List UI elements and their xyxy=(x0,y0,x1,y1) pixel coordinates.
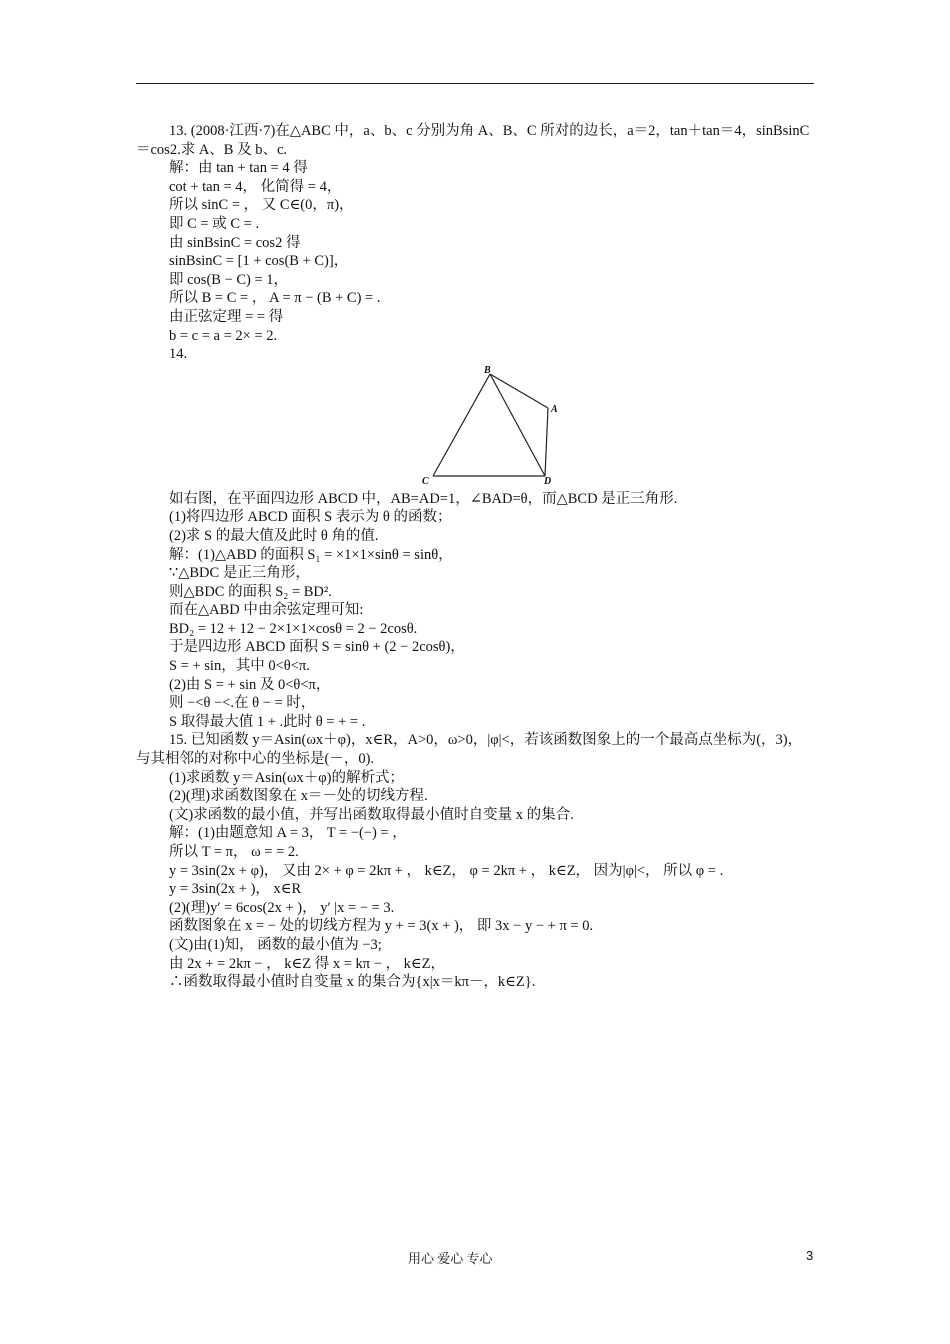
problems-14-15-block xyxy=(136,490,816,992)
text-line: 则△BDC 的面积 S₂ = BD². xyxy=(169,583,332,600)
problem-13-block xyxy=(136,122,816,364)
vertex-label-d: D xyxy=(544,475,552,486)
document-body xyxy=(136,122,816,992)
text-line: ∵△BDC 是正三角形， xyxy=(169,565,310,582)
header-rule xyxy=(136,83,814,84)
vertex-label-b: B xyxy=(484,365,491,376)
text-line: 于是四边形 ABCD 面积 S = sinθ + (2 − 2cosθ)， xyxy=(169,639,465,656)
page-number: 3 xyxy=(806,1248,814,1263)
text-line: 解：由 tan + tan = 4 得 xyxy=(169,160,308,177)
text-line: 14. xyxy=(169,346,188,363)
text-line: y = 3sin(2x + )， x∈R xyxy=(169,881,302,898)
text-line: y = 3sin(2x + φ)， 又由 2× + φ = 2kπ + ， k∈Z， φ = 2kπ + ， k∈Z， 因为|φ|<， 所以 φ = . xyxy=(169,862,724,879)
text-line: (2)求 S 的最大值及此时 θ 角的值. xyxy=(169,527,379,544)
text-line: b = c = a = 2× = 2. xyxy=(169,327,278,344)
text-line: 所以 sinC = ， 又 C∈(0，π)， xyxy=(169,197,354,214)
text-line: 由正弦定理 = = 得 xyxy=(169,308,284,325)
edge-ad xyxy=(545,408,548,476)
figure-edges xyxy=(433,374,548,476)
text-line: S 取得最大值 1 + .此时 θ = + = . xyxy=(169,713,366,730)
text-line: (2)(理)y′ = 6cos(2x + )， y′ |x = − = 3. xyxy=(169,899,395,916)
text-line: 如右图，在平面四边形 ABCD 中，AB=AD=1，∠BAD=θ，而△BCD 是正三角形. xyxy=(169,490,678,507)
vertex-label-a: A xyxy=(551,403,558,415)
text-line: 解：(1)由题意知 A = 3， T = −(−) = ， xyxy=(169,825,407,842)
text-line: 函数图象在 x = − 处的切线方程为 y + = 3(x + )， 即 3x − y − + π = 0. xyxy=(169,918,594,935)
text-line: 15. 已知函数 y＝Asin(ωx＋φ)，x∈R，A>0，ω>0，|φ|<，若该函数图象上的一个最高点坐标为(，3)，与其相邻的对称中心的坐标是(－，0). xyxy=(136,732,803,768)
text-line: ∴函数取得最小值时自变量 x 的集合为{x|x＝kπ－，k∈Z}. xyxy=(169,974,536,991)
text-line: 所以 T = π， ω = = 2. xyxy=(169,844,299,860)
quadrilateral-figure xyxy=(136,366,816,486)
text-line: (1)将四边形 ABCD 面积 S 表示为 θ 的函数； xyxy=(169,509,452,526)
vertex-label-c: C xyxy=(422,475,429,486)
text-line: (文)求函数的最小值，并写出函数取得最小值时自变量 x 的集合. xyxy=(169,806,574,823)
text-line: 由 sinBsinC = cos2 得 xyxy=(169,234,301,251)
text-line: 所以 B = C = ， A = π − (B + C) = . xyxy=(169,290,381,307)
text-line: S = + sin，其中 0<θ<π. xyxy=(169,658,310,675)
text-line: 即 C = 或 C = . xyxy=(169,215,260,232)
text-line: 即 cos(B − C) = 1， xyxy=(169,271,289,288)
text-line: (2)(理)求函数图象在 x＝－处的切线方程. xyxy=(169,788,428,805)
edge-bc xyxy=(433,374,490,476)
text-line: 13. (2008·江西·7)在△ABC 中，a、b、c 分别为角 A、B、C 所对的边长，a＝2，tan＋tan＝4，sinBsinC＝cos2.求 A、B 及 b、c. xyxy=(136,123,810,158)
text-line: (2)由 S = + sin 及 0<θ<π， xyxy=(169,676,331,693)
text-line: 由 2x + = 2kπ − ， k∈Z 得 x = kπ − ， k∈Z， xyxy=(169,955,445,972)
text-line: cot + tan = 4， 化简得 = 4， xyxy=(169,178,342,195)
text-line: 解：(1)△ABD 的面积 S₁ = ×1×1×sinθ = sinθ， xyxy=(169,546,453,563)
footer-motto: 用心 爱心 专心 xyxy=(408,1251,493,1266)
text-line: 而在△ABD 中由余弦定理可知: xyxy=(169,602,364,619)
text-line: (1)求函数 y＝Asin(ωx＋φ)的解析式； xyxy=(169,769,404,786)
text-line: (文)由(1)知， 函数的最小值为 −3; xyxy=(169,936,382,953)
quadrilateral-abcd-diagram xyxy=(420,366,560,486)
edge-bd xyxy=(490,374,545,476)
text-line: BD₂ = 12 + 12 − 2×1×1×cosθ = 2 − 2cosθ. xyxy=(169,620,418,637)
text-line: sinBsinC = [1 + cos(B + C)]， xyxy=(169,253,349,270)
text-line: 则 −<θ −<.在 θ − = 时， xyxy=(169,695,316,712)
